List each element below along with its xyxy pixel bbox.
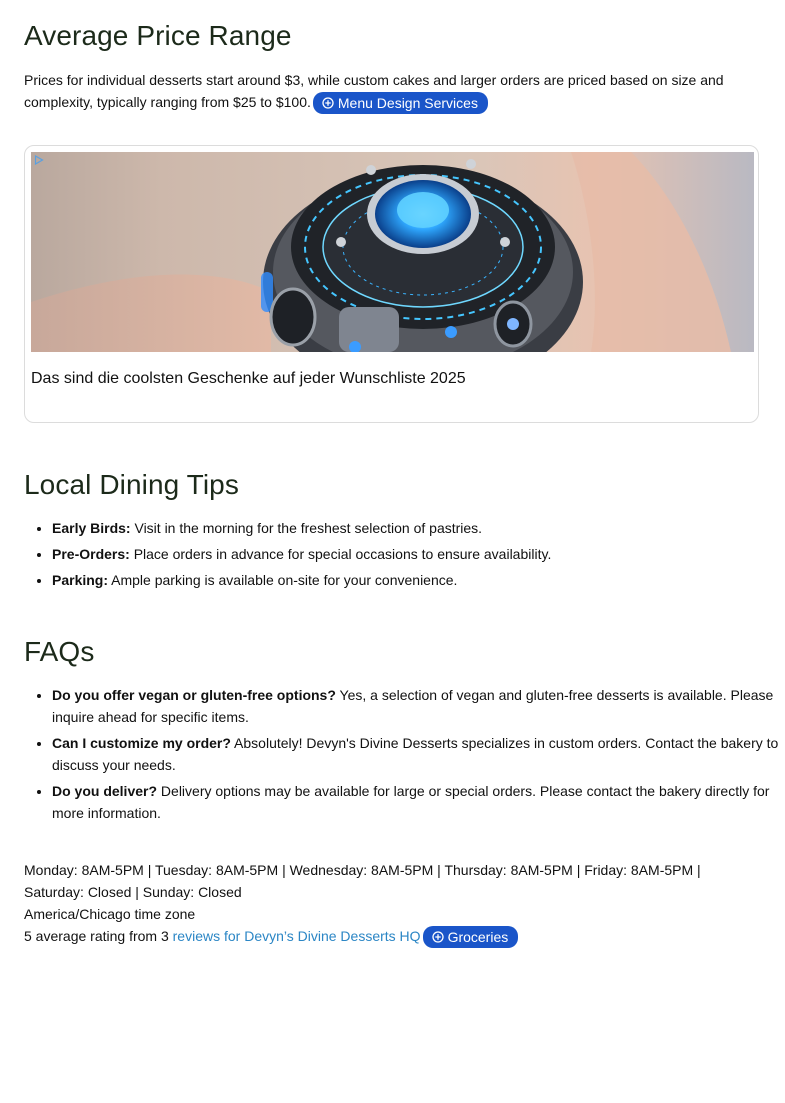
tips-list [24, 517, 785, 595]
tips-heading: Local Dining Tips [24, 469, 239, 500]
faq-question: Can I customize my order? [52, 735, 231, 751]
gadget-illustration [31, 152, 754, 352]
tip-text: Ample parking is available on-site for your convenience. [108, 572, 458, 588]
ad-caption[interactable]: Das sind die coolsten Geschenke auf jeder Wunschliste 2025 [31, 370, 466, 387]
ad-card[interactable] [24, 145, 759, 423]
price-description: Prices for individual desserts start around $3, while custom cakes and larger orders are priced based on size and complexity, typically ranging from $25 to $100. [24, 72, 724, 110]
list-item [52, 732, 785, 776]
ad-choices-icon[interactable] [34, 155, 44, 165]
tip-term: Parking: [52, 572, 109, 588]
groceries-label: Groceries [447, 929, 509, 946]
business-info [24, 859, 762, 948]
tip-text: Place orders in advance for special occasions to ensure availability. [129, 546, 552, 562]
timezone: America/Chicago time zone [24, 906, 196, 922]
faq-question: Do you offer vegan or gluten-free options? [52, 687, 336, 703]
ad-image[interactable] [31, 152, 754, 352]
opening-hours: Monday: 8AM-5PM | Tuesday: 8AM-5PM | Wednesday: 8AM-5PM | Thursday: 8AM-5PM | Friday: 8AM-5PM | Saturday: Closed | Sunday: Closed [24, 862, 701, 900]
faqs-list [24, 684, 785, 828]
tip-term: Pre-Orders: [52, 546, 130, 562]
rating-prefix: 5 average rating from 3 [24, 928, 173, 944]
menu-design-services-chip[interactable] [313, 92, 488, 114]
rating-line [24, 925, 762, 948]
list-item [52, 684, 785, 728]
list-item [52, 543, 785, 565]
faq-question: Do you deliver? [52, 783, 158, 799]
price-text [24, 69, 762, 114]
faq-answer: Delivery options may be available for large or special orders. Please contact the bakery directly for more information. [52, 783, 770, 821]
tip-term: Early Birds: [52, 520, 131, 536]
faqs-heading: FAQs [24, 636, 95, 667]
faq-answer: Yes, a selection of vegan and gluten-free desserts is available. Please inquire ahead for specific items. [52, 687, 774, 725]
groceries-chip[interactable] [423, 926, 519, 948]
reviews-link[interactable]: reviews for Devyn’s Divine Desserts HQ [172, 928, 421, 944]
price-heading: Average Price Range [24, 20, 292, 51]
list-item [52, 780, 785, 824]
circle-plus-icon [432, 931, 444, 943]
tip-text: Visit in the morning for the freshest selection of pastries. [130, 520, 483, 536]
faq-answer: Absolutely! Devyn's Divine Desserts specializes in custom orders. Contact the bakery to discuss your needs. [52, 735, 779, 773]
list-item [52, 517, 785, 539]
circle-plus-icon [322, 97, 334, 109]
menu-design-services-label: Menu Design Services [337, 95, 478, 112]
list-item [52, 569, 785, 591]
